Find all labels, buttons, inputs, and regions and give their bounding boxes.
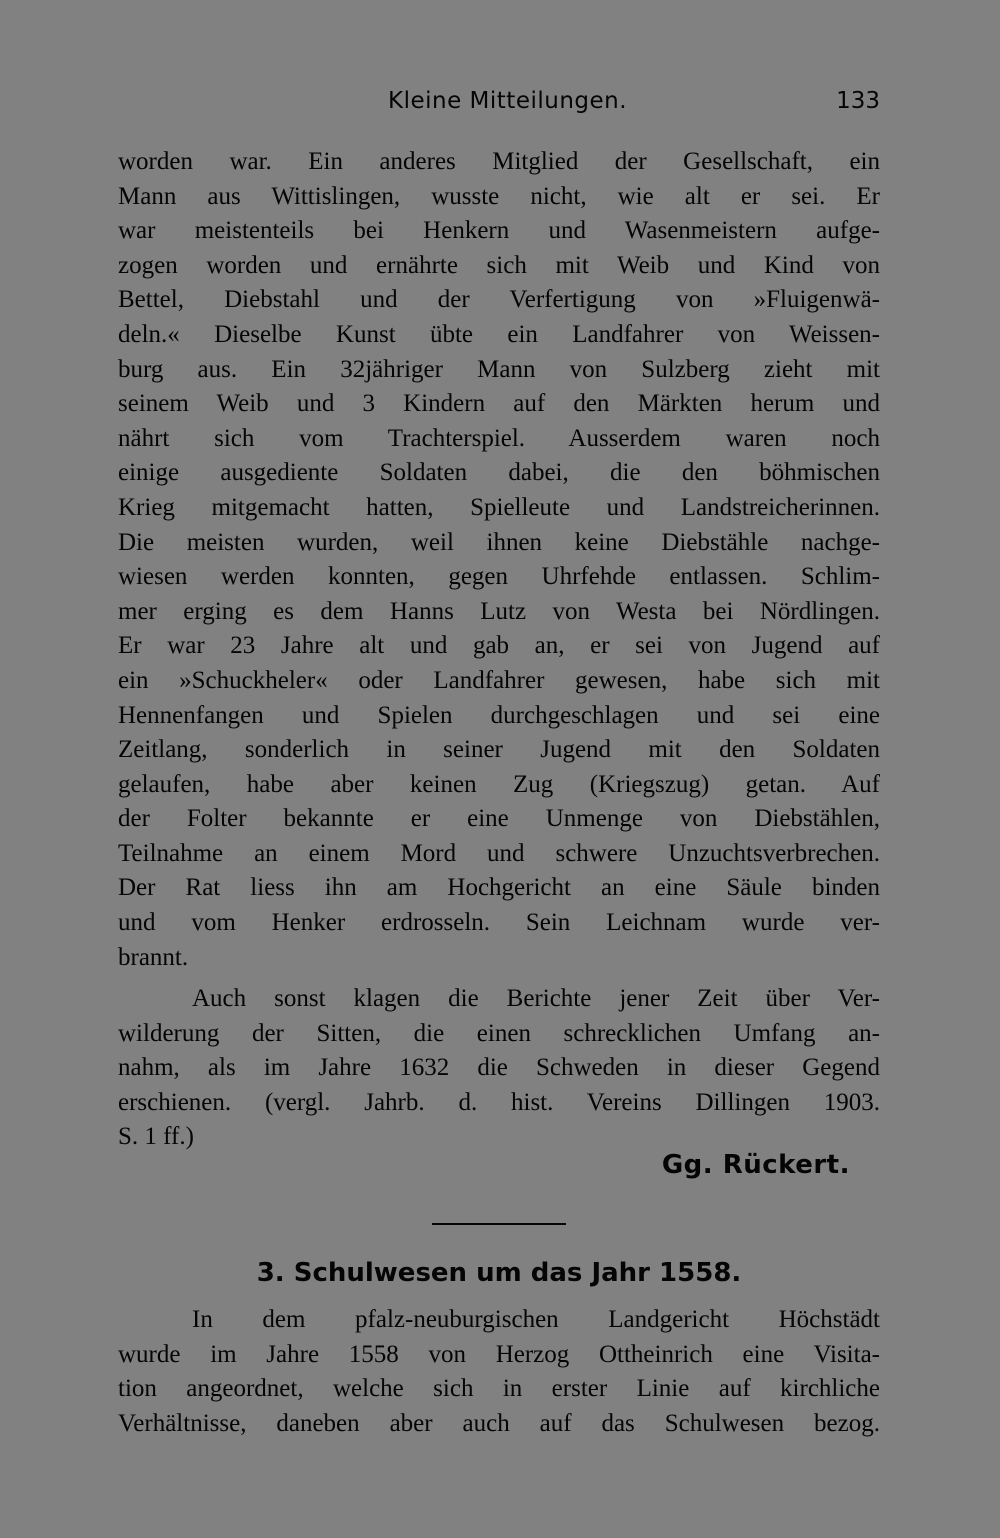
text-line: Zeitlang, sonderlich in seiner Jugend mit den Soldaten bbox=[118, 736, 880, 764]
author-signature: Gg. Rückert. bbox=[661, 1150, 850, 1180]
paragraph-1 bbox=[118, 145, 880, 975]
text-line: und vom Henker erdrosseln. Sein Leichnam wurde ver- bbox=[118, 909, 880, 937]
text-line: Krieg mitgemacht hatten, Spielleute und Landstreicherinnen. bbox=[118, 493, 880, 521]
text-line: nahm, als im Jahre 1632 die Schweden in dieser Gegend bbox=[118, 1054, 880, 1082]
page-header bbox=[118, 88, 880, 122]
text-line: Hennenfangen und Spielen durchgeschlagen und sei eine bbox=[118, 701, 880, 729]
text-line: S. 1 ff.) bbox=[118, 1123, 194, 1151]
text-line: Auch sonst klagen die Berichte jener Zeit über Ver- bbox=[192, 985, 880, 1012]
text-line: seinem Weib und 3 Kindern auf den Märkten herum und bbox=[118, 390, 880, 418]
text-line: zogen worden und ernährte sich mit Weib und Kind von bbox=[118, 251, 880, 279]
page-number: 133 bbox=[836, 88, 880, 114]
section-heading: 3. Schulwesen um das Jahr 1558. bbox=[256, 1258, 742, 1288]
text-line: Der Rat liess ihn am Hochgericht an eine Säule binden bbox=[118, 874, 880, 902]
text-line: war meistenteils bei Henkern und Wasenmeistern aufge- bbox=[118, 217, 880, 245]
text-line: tion angeordnet, welche sich in erster Linie auf kirchliche bbox=[118, 1375, 880, 1403]
text-line: der Folter bekannte er eine Unmenge von Diebstählen, bbox=[118, 805, 880, 833]
text-line: Teilnahme an einem Mord und schwere Unzuchtsverbrechen. bbox=[118, 839, 880, 867]
text-line: burg aus. Ein 32jähriger Mann von Sulzberg zieht mit bbox=[118, 355, 880, 383]
text-line: einige ausgediente Soldaten dabei, die den böhmischen bbox=[118, 459, 880, 487]
text-line: gelaufen, habe aber keinen Zug (Kriegszug) getan. Auf bbox=[118, 770, 880, 798]
text-line: nährt sich vom Trachterspiel. Ausserdem waren noch bbox=[118, 424, 880, 452]
text-line: mer erging es dem Hanns Lutz von Westa bei Nördlingen. bbox=[118, 597, 880, 625]
text-line: wilderung der Sitten, die einen schrecklichen Umfang an- bbox=[118, 1019, 880, 1047]
text-line: Er war 23 Jahre alt und gab an, er sei von Jugend auf bbox=[118, 632, 880, 660]
text-line: brannt. bbox=[118, 943, 189, 971]
section-divider bbox=[432, 1223, 566, 1225]
text-line: Verhältnisse, daneben aber auch auf das Schulwesen bezog. bbox=[118, 1409, 880, 1437]
text-line: wiesen werden konnten, gegen Uhrfehde entlassen. Schlim- bbox=[118, 563, 880, 591]
text-line: Bettel, Diebstahl und der Verfertigung von »Fluigenwä- bbox=[118, 286, 880, 314]
text-line: worden war. Ein anderes Mitglied der Gesellschaft, ein bbox=[118, 148, 880, 175]
text-line: In dem pfalz-neuburgischen Landgericht Höchstädt bbox=[192, 1306, 880, 1333]
paragraph-3 bbox=[118, 1303, 880, 1441]
running-title: Kleine Mitteilungen. bbox=[388, 88, 628, 114]
text-line: deln.« Dieselbe Kunst übte ein Landfahrer von Weissen- bbox=[118, 320, 880, 348]
text-line: wurde im Jahre 1558 von Herzog Ottheinrich eine Visita- bbox=[118, 1340, 880, 1368]
text-line: ein »Schuckheler« oder Landfahrer gewesen, habe sich mit bbox=[118, 666, 880, 694]
text-line: Mann aus Wittislingen, wusste nicht, wie alt er sei. Er bbox=[118, 182, 880, 210]
paragraph-2 bbox=[118, 982, 880, 1155]
text-line: erschienen. (vergl. Jahrb. d. hist. Vereins Dillingen 1903. bbox=[118, 1088, 880, 1116]
text-line: Die meisten wurden, weil ihnen keine Diebstähle nachge- bbox=[118, 528, 880, 556]
